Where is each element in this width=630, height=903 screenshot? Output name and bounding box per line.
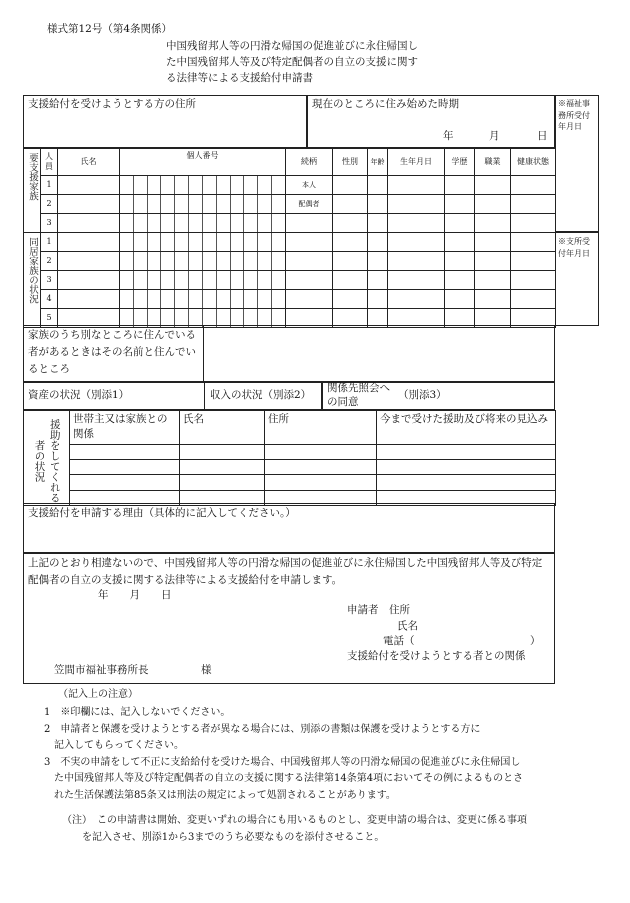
occupation-cell[interactable] [475, 233, 511, 252]
name-cell[interactable] [58, 233, 120, 252]
name-cell[interactable] [58, 195, 120, 214]
digit-box[interactable] [148, 176, 162, 194]
col-relation: 続柄 [286, 149, 333, 176]
relation-cell: 本人 [286, 176, 333, 195]
col-age: 年齢 [368, 149, 388, 176]
education-cell[interactable] [445, 252, 475, 271]
digit-box[interactable] [161, 214, 175, 232]
digit-box[interactable] [231, 195, 245, 213]
digit-box[interactable] [148, 252, 162, 270]
digit-box[interactable] [189, 252, 203, 270]
personal-number-cell[interactable] [120, 233, 286, 252]
date-day: 日 [537, 130, 548, 142]
helper-name-cell[interactable] [180, 475, 265, 490]
row-number: 5 [41, 309, 58, 328]
address-input-cell[interactable] [23, 95, 307, 148]
col-name: 氏名 [58, 149, 120, 176]
digit-box[interactable] [161, 271, 175, 289]
welfare-office-note: ※福祉事務所受付年月日 [558, 99, 590, 132]
remark-line: を記入させ、別添1から3までのうち必要なものを添付させること。 [82, 831, 385, 843]
sex-cell[interactable] [333, 271, 368, 290]
table-row [24, 460, 556, 475]
digit-box[interactable] [189, 233, 203, 251]
applicant-phone-label: 電話（ ） [383, 635, 541, 647]
digit-box[interactable] [272, 233, 285, 251]
personal-number-cell[interactable] [120, 252, 286, 271]
digit-box[interactable] [120, 176, 134, 194]
personal-number-digits [120, 252, 285, 270]
digit-box[interactable] [258, 271, 272, 289]
col-health: 健康状態 [511, 149, 556, 176]
personal-number-digits [120, 290, 285, 308]
occupation-cell[interactable] [475, 214, 511, 233]
digit-box[interactable] [258, 290, 272, 308]
digit-box[interactable] [175, 214, 189, 232]
health-cell[interactable] [511, 176, 556, 195]
birthdate-cell[interactable] [388, 195, 445, 214]
col-personal-number: 個人番号 [120, 149, 286, 176]
note-line: 記入してもらってください。 [44, 740, 184, 751]
digit-box[interactable] [258, 252, 272, 270]
table-row [24, 271, 556, 290]
education-cell[interactable] [445, 290, 475, 309]
title-line: 中国残留邦人等の円滑な帰国の促進並びに永住帰国し [166, 40, 418, 52]
row-number: 4 [41, 290, 58, 309]
personal-number-cell[interactable] [120, 195, 286, 214]
health-cell[interactable] [511, 290, 556, 309]
digit-box[interactable] [175, 271, 189, 289]
table-row [24, 252, 556, 271]
digit-box[interactable] [272, 252, 285, 270]
education-cell[interactable] [445, 214, 475, 233]
col-education: 学歴 [445, 149, 475, 176]
digit-box[interactable] [189, 290, 203, 308]
notes-list [44, 705, 614, 804]
digit-box[interactable] [189, 214, 203, 232]
cohabiting-family-group: 同居家族の状況 [24, 233, 41, 328]
personal-number-digits [120, 176, 285, 194]
relation-cell: 配偶者 [286, 195, 333, 214]
digit-box[interactable] [134, 214, 148, 232]
declaration-text: 上記のとおり相違ないので、中国残留邦人等の円滑な帰国の促進並びに永住帰国した中国残留邦人等及び特定配偶者の自立の支援に関する法律等による支援給付を申請します。 [28, 557, 543, 586]
relation-cell[interactable] [286, 271, 333, 290]
helper-col-prospect: 今まで受けた援助及び将来の見込み [377, 411, 556, 445]
digit-box[interactable] [161, 195, 175, 213]
health-cell[interactable] [511, 233, 556, 252]
digit-box[interactable] [231, 271, 245, 289]
digit-box[interactable] [217, 233, 231, 251]
reason-label: 支援給付を申請する理由（具体的に記入してください。） [28, 507, 296, 519]
col-sex: 性別 [333, 149, 368, 176]
health-cell[interactable] [511, 214, 556, 233]
age-cell[interactable] [368, 214, 388, 233]
digit-box[interactable] [203, 176, 217, 194]
digit-box[interactable] [161, 176, 175, 194]
personal-number-digits [120, 271, 285, 289]
table-row [24, 290, 556, 309]
digit-box[interactable] [272, 176, 285, 194]
sex-cell[interactable] [333, 176, 368, 195]
digit-box[interactable] [203, 290, 217, 308]
age-cell[interactable] [368, 290, 388, 309]
digit-box[interactable] [217, 252, 231, 270]
digit-box[interactable] [258, 214, 272, 232]
reference-attachment: （別添3） [398, 389, 447, 401]
digit-box[interactable] [272, 290, 285, 308]
reference-consent-label: 関係先照会への同意 [327, 382, 390, 409]
relation-cell[interactable] [286, 233, 333, 252]
digit-box[interactable] [175, 195, 189, 213]
sex-cell[interactable] [333, 252, 368, 271]
table-row [24, 195, 556, 214]
digit-box[interactable] [258, 176, 272, 194]
digit-box[interactable] [258, 195, 272, 213]
digit-box[interactable] [217, 214, 231, 232]
address-label: 支援給付を受けようとする方の住所 [28, 98, 196, 110]
occupation-cell[interactable] [475, 271, 511, 290]
note-line: た中国残留邦人等及び特定配偶者の自立の支援に関する法律第14条第4項においてその例によるものとさ [44, 773, 524, 784]
personal-number-cell[interactable] [120, 290, 286, 309]
col-birthdate: 生年月日 [388, 149, 445, 176]
col-occupation: 職業 [475, 149, 511, 176]
digit-box[interactable] [134, 176, 148, 194]
applicant-address-label: 申請者 住所 [347, 604, 410, 616]
digit-box[interactable] [148, 214, 162, 232]
digit-box[interactable] [217, 290, 231, 308]
digit-box[interactable] [231, 176, 245, 194]
digit-box[interactable] [258, 233, 272, 251]
relation-cell[interactable] [286, 290, 333, 309]
digit-box[interactable] [161, 252, 175, 270]
form-title [166, 39, 476, 86]
residence-start-label: 現在のところに住み始めた時期 [312, 98, 459, 110]
personal-number-cell[interactable] [120, 176, 286, 195]
occupation-cell[interactable] [475, 176, 511, 195]
digit-box[interactable] [217, 176, 231, 194]
digit-box[interactable] [134, 290, 148, 308]
occupation-cell[interactable] [475, 290, 511, 309]
digit-box[interactable] [244, 252, 258, 270]
helper-relation-cell[interactable] [70, 460, 180, 475]
digit-box[interactable] [120, 214, 134, 232]
age-cell[interactable] [368, 271, 388, 290]
digit-box[interactable] [231, 290, 245, 308]
digit-box[interactable] [203, 195, 217, 213]
note-line: 3 不実の申請をして不正に支給給付を受けた場合、中国残留邦人等の円滑な帰国の促進並びに永住帰国し [44, 756, 521, 768]
birthdate-cell[interactable] [388, 271, 445, 290]
support-family-group: 要支援家族 [24, 149, 41, 233]
birthdate-cell[interactable] [388, 233, 445, 252]
name-cell[interactable] [58, 214, 120, 233]
digit-box[interactable] [244, 195, 258, 213]
notes-title: （記入上の注意） [58, 689, 138, 700]
digit-box[interactable] [244, 271, 258, 289]
digit-box[interactable] [231, 233, 245, 251]
personal-number-digits [120, 214, 285, 232]
digit-box[interactable] [134, 252, 148, 270]
digit-box[interactable] [203, 233, 217, 251]
name-cell[interactable] [58, 290, 120, 309]
helper-prospect-cell[interactable] [377, 460, 556, 475]
helper-address-cell[interactable] [265, 460, 377, 475]
remark [62, 813, 618, 846]
note-line: れた生活保護法第85条又は刑法の規定によって処罰されることがあります。 [44, 789, 396, 801]
digit-box[interactable] [272, 271, 285, 289]
helper-col-name: 氏名 [180, 411, 265, 445]
table-row [24, 475, 556, 490]
digit-box[interactable] [203, 214, 217, 232]
helper-col-relation: 世帯主又は家族との関係 [70, 411, 180, 445]
sex-cell[interactable] [333, 195, 368, 214]
family-table [23, 148, 556, 328]
education-cell[interactable] [445, 195, 475, 214]
applicant-name-label: 氏名 [397, 620, 418, 632]
note-line: 2 申請者と保護を受けようとする者が異なる場合には、別添の書類は保護を受けようとする方に [44, 723, 481, 735]
name-cell[interactable] [58, 176, 120, 195]
personal-number-cell[interactable] [120, 271, 286, 290]
separate-family-label: 家族のうち別なところに住んでいる者があるときはその名前と住んでいるところ [28, 329, 196, 375]
digit-box[interactable] [272, 214, 285, 232]
digit-box[interactable] [244, 176, 258, 194]
digit-box[interactable] [231, 252, 245, 270]
declaration-date: 年 月 日 [98, 589, 172, 601]
personal-number-digits [120, 233, 285, 251]
helper-address-cell[interactable] [265, 475, 377, 490]
helper-address-cell[interactable] [265, 444, 377, 459]
note-line: 1 ※印欄には、記入しないでください。 [44, 707, 231, 718]
digit-box[interactable] [189, 176, 203, 194]
relation-cell[interactable] [286, 252, 333, 271]
date-year: 年 [443, 130, 454, 142]
helper-prospect-cell[interactable] [377, 475, 556, 490]
digit-box[interactable] [272, 195, 285, 213]
assets-label: 資産の状況（別添1） [28, 389, 130, 401]
education-cell[interactable] [445, 233, 475, 252]
name-cell[interactable] [58, 252, 120, 271]
digit-box[interactable] [120, 271, 134, 289]
digit-box[interactable] [203, 271, 217, 289]
personal-number-digits [120, 195, 285, 213]
date-month: 月 [489, 130, 500, 142]
digit-box[interactable] [120, 195, 134, 213]
title-line: た中国残留邦人等及び特定配偶者の自立の支援に関す [166, 55, 418, 68]
addressee: 笠間市福祉事務所長 様 [54, 664, 212, 676]
health-cell[interactable] [511, 195, 556, 214]
birthdate-cell[interactable] [388, 252, 445, 271]
table-row [24, 444, 556, 459]
applicant-relation-label: 支援給付を受けようとする者との関係 [347, 650, 526, 662]
table-row [24, 233, 556, 252]
education-cell[interactable] [445, 271, 475, 290]
helper-table [23, 410, 556, 506]
helper-relation-cell[interactable] [70, 444, 180, 459]
row-number: 3 [41, 214, 58, 233]
digit-box[interactable] [175, 290, 189, 308]
digit-box[interactable] [134, 195, 148, 213]
digit-box[interactable] [175, 176, 189, 194]
helper-col-address: 住所 [265, 411, 377, 445]
age-cell[interactable] [368, 233, 388, 252]
digit-box[interactable] [231, 214, 245, 232]
digit-box[interactable] [148, 233, 162, 251]
health-cell[interactable] [511, 271, 556, 290]
digit-box[interactable] [175, 233, 189, 251]
separate-family-input[interactable] [205, 326, 554, 381]
digit-box[interactable] [148, 271, 162, 289]
helper-relation-cell[interactable] [70, 475, 180, 490]
digit-box[interactable] [189, 195, 203, 213]
occupation-cell[interactable] [475, 252, 511, 271]
row-number: 1 [41, 176, 58, 195]
age-cell[interactable] [368, 252, 388, 271]
digit-box[interactable] [189, 271, 203, 289]
digit-box[interactable] [148, 195, 162, 213]
form-number: 様式第12号（第4条関係） [47, 23, 173, 35]
sex-cell[interactable] [333, 290, 368, 309]
digit-box[interactable] [203, 252, 217, 270]
helper-group: 援助をしてくれる者の状況 [24, 411, 70, 506]
digit-box[interactable] [217, 195, 231, 213]
name-cell[interactable] [58, 271, 120, 290]
helper-prospect-cell[interactable] [377, 444, 556, 459]
digit-box[interactable] [161, 233, 175, 251]
income-label: 収入の状況（別添2） [210, 389, 312, 401]
age-cell[interactable] [368, 176, 388, 195]
title-line: る法律等による支援給付申請書 [166, 71, 313, 84]
digit-box[interactable] [244, 233, 258, 251]
digit-box[interactable] [134, 233, 148, 251]
digit-box[interactable] [244, 214, 258, 232]
col-count: 人員 [41, 149, 58, 176]
row-number: 2 [41, 252, 58, 271]
table-row [24, 176, 556, 195]
digit-box[interactable] [148, 290, 162, 308]
relation-cell [286, 214, 333, 233]
table-row [24, 214, 556, 233]
sex-cell[interactable] [333, 214, 368, 233]
birthdate-cell[interactable] [388, 176, 445, 195]
digit-box[interactable] [175, 252, 189, 270]
helper-name-cell[interactable] [180, 460, 265, 475]
remark-line: （注） この申請書は開始、変更いずれの場合にも用いるものとし、変更申請の場合は、変更に係る事項 [62, 815, 527, 826]
age-cell[interactable] [368, 195, 388, 214]
digit-box[interactable] [217, 271, 231, 289]
digit-box[interactable] [120, 290, 134, 308]
row-number: 2 [41, 195, 58, 214]
digit-box[interactable] [120, 252, 134, 270]
sex-cell[interactable] [333, 233, 368, 252]
helper-name-cell[interactable] [180, 444, 265, 459]
birthdate-cell[interactable] [388, 214, 445, 233]
branch-office-note: ※支所受付年月日 [558, 237, 590, 258]
digit-box[interactable] [134, 271, 148, 289]
digit-box[interactable] [120, 233, 134, 251]
occupation-cell[interactable] [475, 195, 511, 214]
row-number: 1 [41, 233, 58, 252]
digit-box[interactable] [244, 290, 258, 308]
personal-number-cell[interactable] [120, 214, 286, 233]
row-number: 3 [41, 271, 58, 290]
education-cell[interactable] [445, 176, 475, 195]
birthdate-cell[interactable] [388, 290, 445, 309]
health-cell[interactable] [511, 252, 556, 271]
digit-box[interactable] [161, 290, 175, 308]
